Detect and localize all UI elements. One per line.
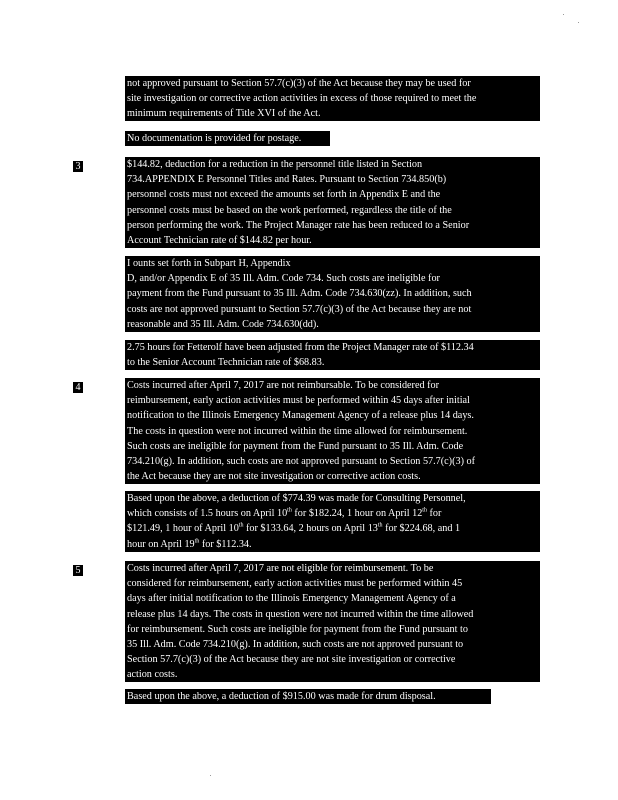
paragraph-postage-note (125, 131, 330, 146)
p6-line-1: Costs incurred after April 7, 2017 are not reimbursable. To be considered for (127, 380, 439, 391)
p3-line-4: personnel costs must be based on the work performed, regardless the title of the (127, 204, 452, 216)
item-number-5: 5 (73, 565, 83, 576)
p6-line-3: notification to the Illinois Emergency Management Agency of a release plus 14 days. (127, 410, 474, 422)
p3-line-6: Account Technician rate of $144.82 per hour. (127, 235, 312, 247)
item-number-3: 3 (73, 161, 83, 172)
ordinal-suffix: th (422, 507, 427, 514)
p6-line-6: 734.210(g). In addition, such costs are not approved pursuant to Section 57.7(c)(3) of (127, 456, 475, 468)
paragraph-fetterolf-adjustment (125, 340, 540, 370)
paragraph-redacted-section-1 (125, 76, 540, 121)
p4-line-5: reasonable and 35 Ill. Adm. Code 734.630(dd). (127, 318, 319, 330)
item-number-4: 4 (73, 382, 83, 393)
p8-line-4: release plus 14 days. The costs in question were not incurred within the time allowed (127, 608, 474, 620)
paragraph-ineligible-costs (125, 256, 540, 332)
p7-line-3: $121.49, 1 hour of April 10th for $133.64, 2 hours on April 13th for $224.68, and 1 (127, 523, 461, 535)
p4-line-3: payment from the Fund pursuant to 35 Ill. Adm. Code 734.630(zz). In addition, such (127, 288, 472, 300)
scan-speck (210, 775, 211, 776)
p3-line-3: personnel costs must not exceed the amounts set forth in Appendix E and the (127, 189, 441, 201)
p8-line-8: action costs. (127, 669, 178, 681)
p3-line-5: person performing the work. The Project Manager rate has been reduced to a Senior (127, 219, 470, 231)
p3-line-2: 734.APPENDIX E Personnel Titles and Rates. Pursuant to Section 734.850(b) (127, 174, 447, 186)
p8-line-2: considered for reimbursement, early action activities must be performed within 45 (127, 578, 463, 590)
paragraph-drum-disposal (125, 689, 491, 704)
ordinal-suffix: th (194, 538, 200, 545)
p6-line-7: the Act because they are not site investigation or corrective action costs. (127, 471, 421, 483)
ordinal-suffix: th (377, 523, 383, 530)
p8-line-3: days after initial notification to the Illinois Emergency Management Agency of a (127, 593, 456, 605)
p5-line-2: to the Senior Account Technician rate of $68.83. (127, 357, 325, 369)
p8-line-7: Section 57.7(c)(3) of the Act because they are not site investigation or corrective (127, 654, 456, 666)
p2-line-1: No documentation is provided for postage. (127, 133, 302, 144)
ordinal-suffix: th (287, 507, 292, 514)
p7-line-4: hour on April 19th for $112.34. (127, 538, 252, 550)
p1-line-2: site investigation or corrective action activities in excess of those required to meet the (127, 93, 477, 105)
p9-line-1: Based upon the above, a deduction of $915.00 was made for drum disposal. (127, 691, 436, 702)
p4-line-1: I ounts set forth in Subpart H, Appendix (127, 258, 291, 269)
paragraph-costs-after-april-7 (125, 378, 540, 484)
p3-line-1: $144.82, deduction for a reduction in the personnel title listed in Section (127, 159, 423, 170)
p1-line-1: not approved pursuant to Section 57.7(c)(3) of the Act because they may be used for (127, 78, 471, 89)
p1-line-3: minimum requirements of Title XVI of the Act. (127, 108, 321, 120)
ordinal-suffix: th (238, 523, 244, 530)
p4-line-4: costs are not approved pursuant to Section 57.7(c)(3) of the Act because they are not (127, 303, 472, 315)
p8-line-1: Costs incurred after April 7, 2017 are not eligible for reimbursement. To be (127, 563, 434, 574)
paragraph-consulting-deduction (125, 491, 540, 552)
paragraph-personnel-title-deduction (125, 157, 540, 248)
scan-speck (563, 14, 564, 15)
p6-line-2: reimbursement, early action activities must be performed within 45 days after initial (127, 395, 470, 407)
p8-line-5: for reimbursement. Such costs are ineligible for payment from the Fund pursuant to (127, 623, 468, 635)
p8-line-6: 35 Ill. Adm. Code 734.210(g). In addition, such costs are not approved pursuant to (127, 639, 464, 651)
p6-line-4: The costs in question were not incurred within the time allowed for reimbursement. (127, 425, 468, 437)
p4-line-2: D, and/or Appendix E of 35 Ill. Adm. Code 734. Such costs are ineligible for (127, 273, 440, 285)
paragraph-costs-not-eligible (125, 561, 540, 682)
p5-line-1: 2.75 hours for Fetterolf have been adjusted from the Project Manager rate of $112.34 (127, 342, 474, 353)
p7-line-2: which consists of 1.5 hours on April 10th for $182.24, 1 hour on April 12th for (127, 507, 442, 520)
p7-line-1: Based upon the above, a deduction of $774.39 was made for Consulting Personnel, (127, 493, 466, 504)
p6-line-5: Such costs are ineligible for payment from the Fund pursuant to 35 Ill. Adm. Code (127, 440, 464, 452)
scan-speck (578, 22, 579, 23)
